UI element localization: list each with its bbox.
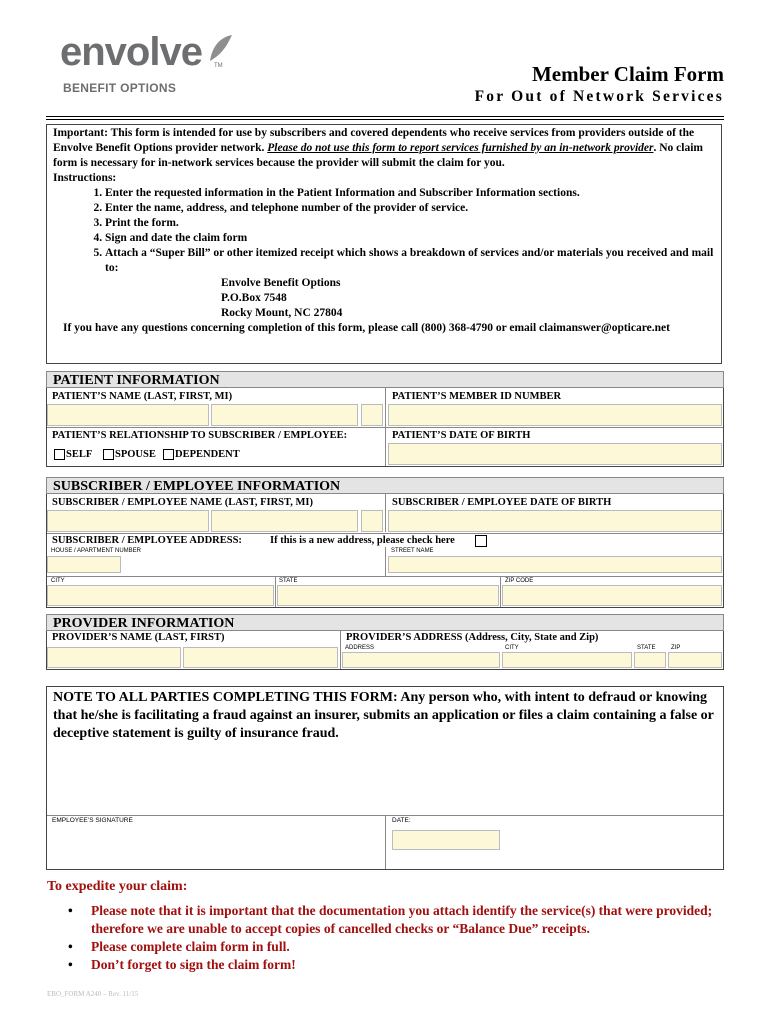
divider bbox=[500, 577, 501, 607]
patient-first-name-field[interactable] bbox=[211, 404, 358, 426]
subscriber-address-label: SUBSCRIBER / EMPLOYEE ADDRESS: bbox=[52, 535, 242, 546]
expedite-heading: To expedite your claim: bbox=[47, 879, 188, 894]
provider-state-field[interactable] bbox=[634, 652, 666, 668]
zip-field[interactable] bbox=[502, 585, 722, 606]
signature-field[interactable] bbox=[47, 826, 383, 868]
new-address-label: If this is a new address, please check here bbox=[270, 535, 455, 546]
mailing-address: Envolve Benefit Options P.O.Box 7548 Rocky Mount, NC 27804 bbox=[221, 277, 343, 319]
date-label: DATE: bbox=[392, 817, 411, 824]
list-item: 1. Enter the requested information in the Patient Information and Subscriber Information sections. bbox=[105, 186, 715, 201]
dependent-checkbox[interactable] bbox=[163, 449, 174, 460]
important-text: Important: This form is intended for use by subscribers and covered dependents who receive services from providers outside of the Envolve Benefit Options provider network. Please do not use this form to report services furnished by an in-network provider. No claim form is necessary for in-network services because the provider will submit the claim for you. bbox=[53, 127, 703, 169]
provider-first-name-field[interactable] bbox=[183, 647, 338, 668]
form-revision: EBO_FORM A240 – Rev. 11/15 bbox=[47, 990, 139, 998]
provider-address-label: PROVIDER’S ADDRESS (Address, City, State and Zip) bbox=[346, 632, 599, 643]
list-item: 2. Enter the name, address, and telephone number of the provider of service. bbox=[105, 201, 715, 216]
divider bbox=[47, 427, 723, 428]
patient-dob-field[interactable] bbox=[388, 443, 722, 465]
street-name-label: STREET NAME bbox=[391, 548, 434, 554]
questions-text: If you have any questions concerning completion of this form, please call (800) 368-4790 or email claimanswer@opticare.net bbox=[63, 322, 670, 334]
patient-dob-label: PATIENT’S DATE OF BIRTH bbox=[392, 430, 531, 441]
list-item: 4. Sign and date the claim form bbox=[105, 231, 715, 246]
divider bbox=[47, 576, 723, 577]
important-box bbox=[46, 124, 722, 364]
list-item: 5. Attach a “Super Bill” or other itemized receipt which shows a breakdown of services and/or materials you received and mail to: bbox=[105, 246, 715, 276]
patient-name-label: PATIENT’S NAME (LAST, FIRST, MI) bbox=[52, 391, 233, 402]
subscriber-heading: SUBSCRIBER / EMPLOYEE INFORMATION bbox=[46, 477, 724, 494]
form-title: Member Claim Form bbox=[531, 62, 724, 86]
subscriber-first-name-field[interactable] bbox=[211, 510, 358, 532]
divider bbox=[385, 494, 386, 532]
subscriber-name-label: SUBSCRIBER / EMPLOYEE NAME (LAST, FIRST, MI) bbox=[52, 497, 313, 508]
city-label: CITY bbox=[51, 578, 65, 584]
provider-name-label: PROVIDER’S NAME (LAST, FIRST) bbox=[52, 632, 225, 643]
patient-member-id-field[interactable] bbox=[388, 404, 722, 426]
instructions-list bbox=[53, 186, 715, 276]
divider bbox=[275, 577, 276, 607]
spouse-label: SPOUSE bbox=[115, 449, 156, 460]
city-field[interactable] bbox=[47, 585, 274, 606]
state-field[interactable] bbox=[277, 585, 499, 606]
patient-member-id-label: PATIENT’S MEMBER ID NUMBER bbox=[392, 391, 562, 402]
logo-subtitle: BENEFIT OPTIONS bbox=[63, 81, 177, 95]
patient-mi-field[interactable] bbox=[361, 404, 383, 426]
street-name-field[interactable] bbox=[388, 556, 722, 573]
fraud-note-text: NOTE TO ALL PARTIES COMPLETING THIS FORM: Any person who, with intent to defraud or knowing that he/she is facilitating a fraud against an insurer, submits an application or files a claim containing a false or deceptive statement is guilty of insurance fraud. bbox=[53, 690, 714, 741]
list-item: • Please note that it is important that the documentation you attach identify the service(s) that were provided; therefore we are unable to accept copies of cancelled checks or “Balance Due” receipts. bbox=[64, 902, 732, 938]
subscriber-dob-label: SUBSCRIBER / EMPLOYEE DATE OF BIRTH bbox=[392, 497, 612, 508]
divider bbox=[340, 631, 341, 669]
divider bbox=[385, 547, 386, 577]
new-address-checkbox[interactable] bbox=[475, 535, 487, 547]
spouse-checkbox[interactable] bbox=[103, 449, 114, 460]
provider-zip-field[interactable] bbox=[668, 652, 722, 668]
subscriber-last-name-field[interactable] bbox=[47, 510, 209, 532]
expedite-list bbox=[64, 902, 732, 974]
leaf-icon bbox=[206, 33, 234, 63]
state-label: STATE bbox=[279, 578, 298, 584]
signature-label: EMPLOYEE’S SIGNATURE bbox=[52, 817, 133, 824]
provider-city-field[interactable] bbox=[502, 652, 632, 668]
form-subtitle: For Out of Network Services bbox=[474, 88, 724, 105]
list-item: • Don’t forget to sign the claim form! bbox=[64, 956, 732, 974]
zip-label: ZIP CODE bbox=[505, 578, 534, 584]
provider-address-sub: ADDRESS bbox=[345, 645, 375, 651]
self-label: SELF bbox=[66, 449, 93, 460]
patient-heading: PATIENT INFORMATION bbox=[46, 371, 724, 388]
divider bbox=[47, 533, 723, 534]
divider bbox=[385, 815, 386, 869]
house-number-field[interactable] bbox=[47, 556, 121, 573]
patient-last-name-field[interactable] bbox=[47, 404, 209, 426]
provider-city-sub: CITY bbox=[505, 645, 519, 651]
instructions-label: Instructions: bbox=[53, 172, 117, 184]
list-item: • Please complete claim form in full. bbox=[64, 938, 732, 956]
subscriber-mi-field[interactable] bbox=[361, 510, 383, 532]
provider-zip-sub: ZIP bbox=[671, 645, 681, 651]
list-item: 3. Print the form. bbox=[105, 216, 715, 231]
relationship-label: PATIENT’S RELATIONSHIP TO SUBSCRIBER / EMPLOYEE: bbox=[52, 430, 348, 441]
house-number-label: HOUSE / APARTMENT NUMBER bbox=[51, 548, 142, 554]
provider-heading: PROVIDER INFORMATION bbox=[46, 614, 724, 631]
in-network-warning: Please do not use this form to report services furnished by an in-network provider bbox=[267, 142, 654, 154]
header-rule bbox=[46, 116, 724, 117]
logo-trademark: TM bbox=[214, 63, 223, 69]
provider-state-sub: STATE bbox=[637, 645, 656, 651]
logo-wordmark: envolve bbox=[60, 30, 202, 74]
header-rule-2 bbox=[46, 119, 724, 120]
date-field[interactable] bbox=[392, 830, 500, 850]
subscriber-dob-field[interactable] bbox=[388, 510, 722, 532]
self-checkbox[interactable] bbox=[54, 449, 65, 460]
dependent-label: DEPENDENT bbox=[175, 449, 240, 460]
provider-last-name-field[interactable] bbox=[47, 647, 181, 668]
provider-address-field[interactable] bbox=[342, 652, 500, 668]
